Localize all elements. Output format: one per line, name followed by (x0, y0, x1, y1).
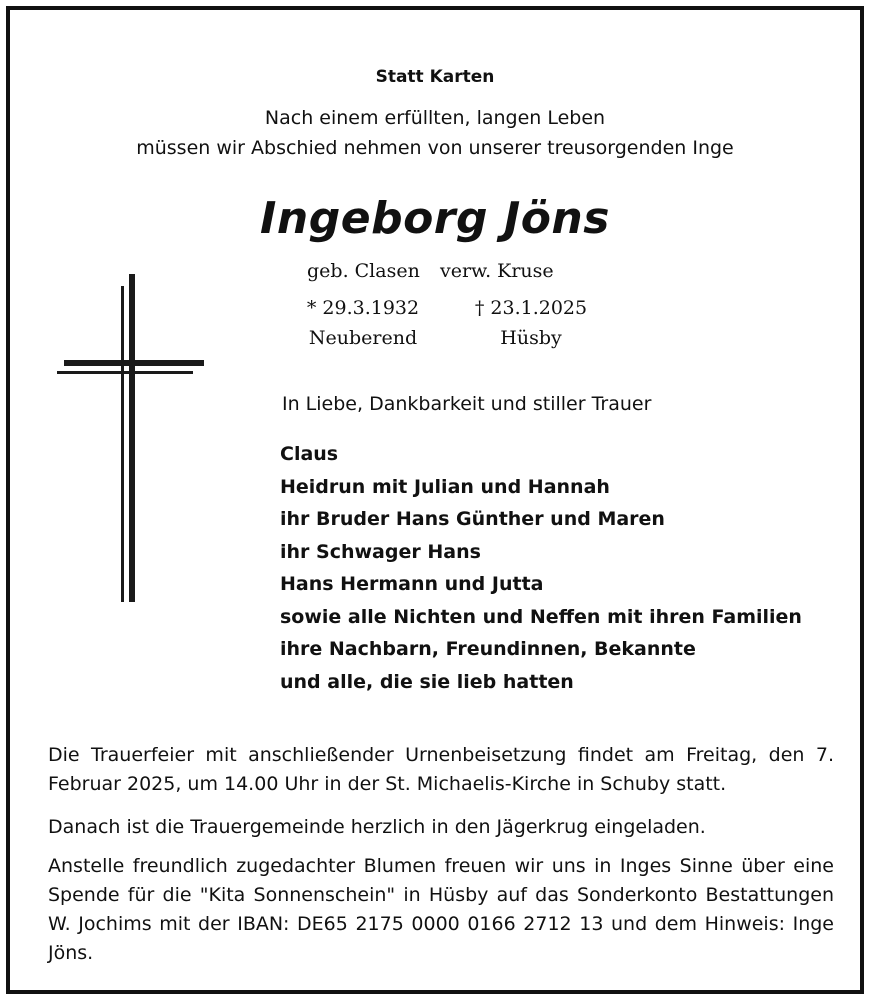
birth-place: Neuberend (308, 327, 418, 349)
mourners-list (280, 438, 802, 698)
obituary-notice (6, 6, 864, 994)
mourner-item: Claus (280, 443, 339, 465)
funeral-service-paragraph: Die Trauerfeier mit anschließender Urnenbeisetzung findet am Freitag, den 7. Februar 2025, um 14.00 Uhr in der St. Michaelis-Kirche in Schuby statt. (48, 744, 834, 795)
header-statt-karten: Statt Karten (375, 67, 495, 87)
cross-horizontal-bar-front (64, 360, 204, 366)
intro-line-2: müssen wir Abschied nehmen von unserer treusorgenden Inge (136, 137, 734, 159)
mourner-item: Heidrun mit Julian und Hannah (280, 475, 610, 498)
mourner-item: ihr Schwager Hans (280, 540, 481, 563)
mourner-item: ihre Nachbarn, Freundinnen, Bekannte (280, 638, 696, 660)
cross-vertical-bar-back (121, 286, 124, 602)
cross-vertical-bar-front (129, 274, 135, 602)
death-date: † 23.1.2025 (474, 297, 588, 319)
deceased-name: Ingeborg Jöns (260, 193, 610, 244)
cross-horizontal-bar-back (57, 371, 193, 374)
intro-line-1: Nach einem erfüllten, langen Leben (264, 107, 606, 129)
widow-name: verw. Kruse (440, 260, 554, 282)
birth-name: geb. Clasen (307, 260, 420, 282)
mourning-line: In Liebe, Dankbarkeit und stiller Trauer (282, 393, 652, 415)
death-place: Hüsby (500, 327, 562, 349)
mourner-item: ihr Bruder Hans Günther und Maren (280, 508, 665, 530)
mourner-item: und alle, die sie lieb hatten (280, 670, 574, 693)
cross-icon (54, 274, 204, 604)
mourner-item: sowie alle Nichten und Neffen mit ihren Familien (280, 605, 802, 628)
donation-paragraph: Anstelle freundlich zugedachter Blumen freuen wir uns in Inges Sinne über eine Spende für die "Kita Sonnenschein" in Hüsby auf das Sonderkonto Bestattungen W. Jochims mit der IBAN: DE65 2175 0000 0166 2712 13 und dem Hinweis: Inge Jöns. (48, 855, 834, 964)
mourner-item: Hans Hermann und Jutta (280, 573, 544, 595)
birth-date: * 29.3.1932 (306, 297, 420, 319)
reception-paragraph: Danach ist die Trauergemeinde herzlich in den Jägerkrug eingeladen. (48, 816, 706, 838)
